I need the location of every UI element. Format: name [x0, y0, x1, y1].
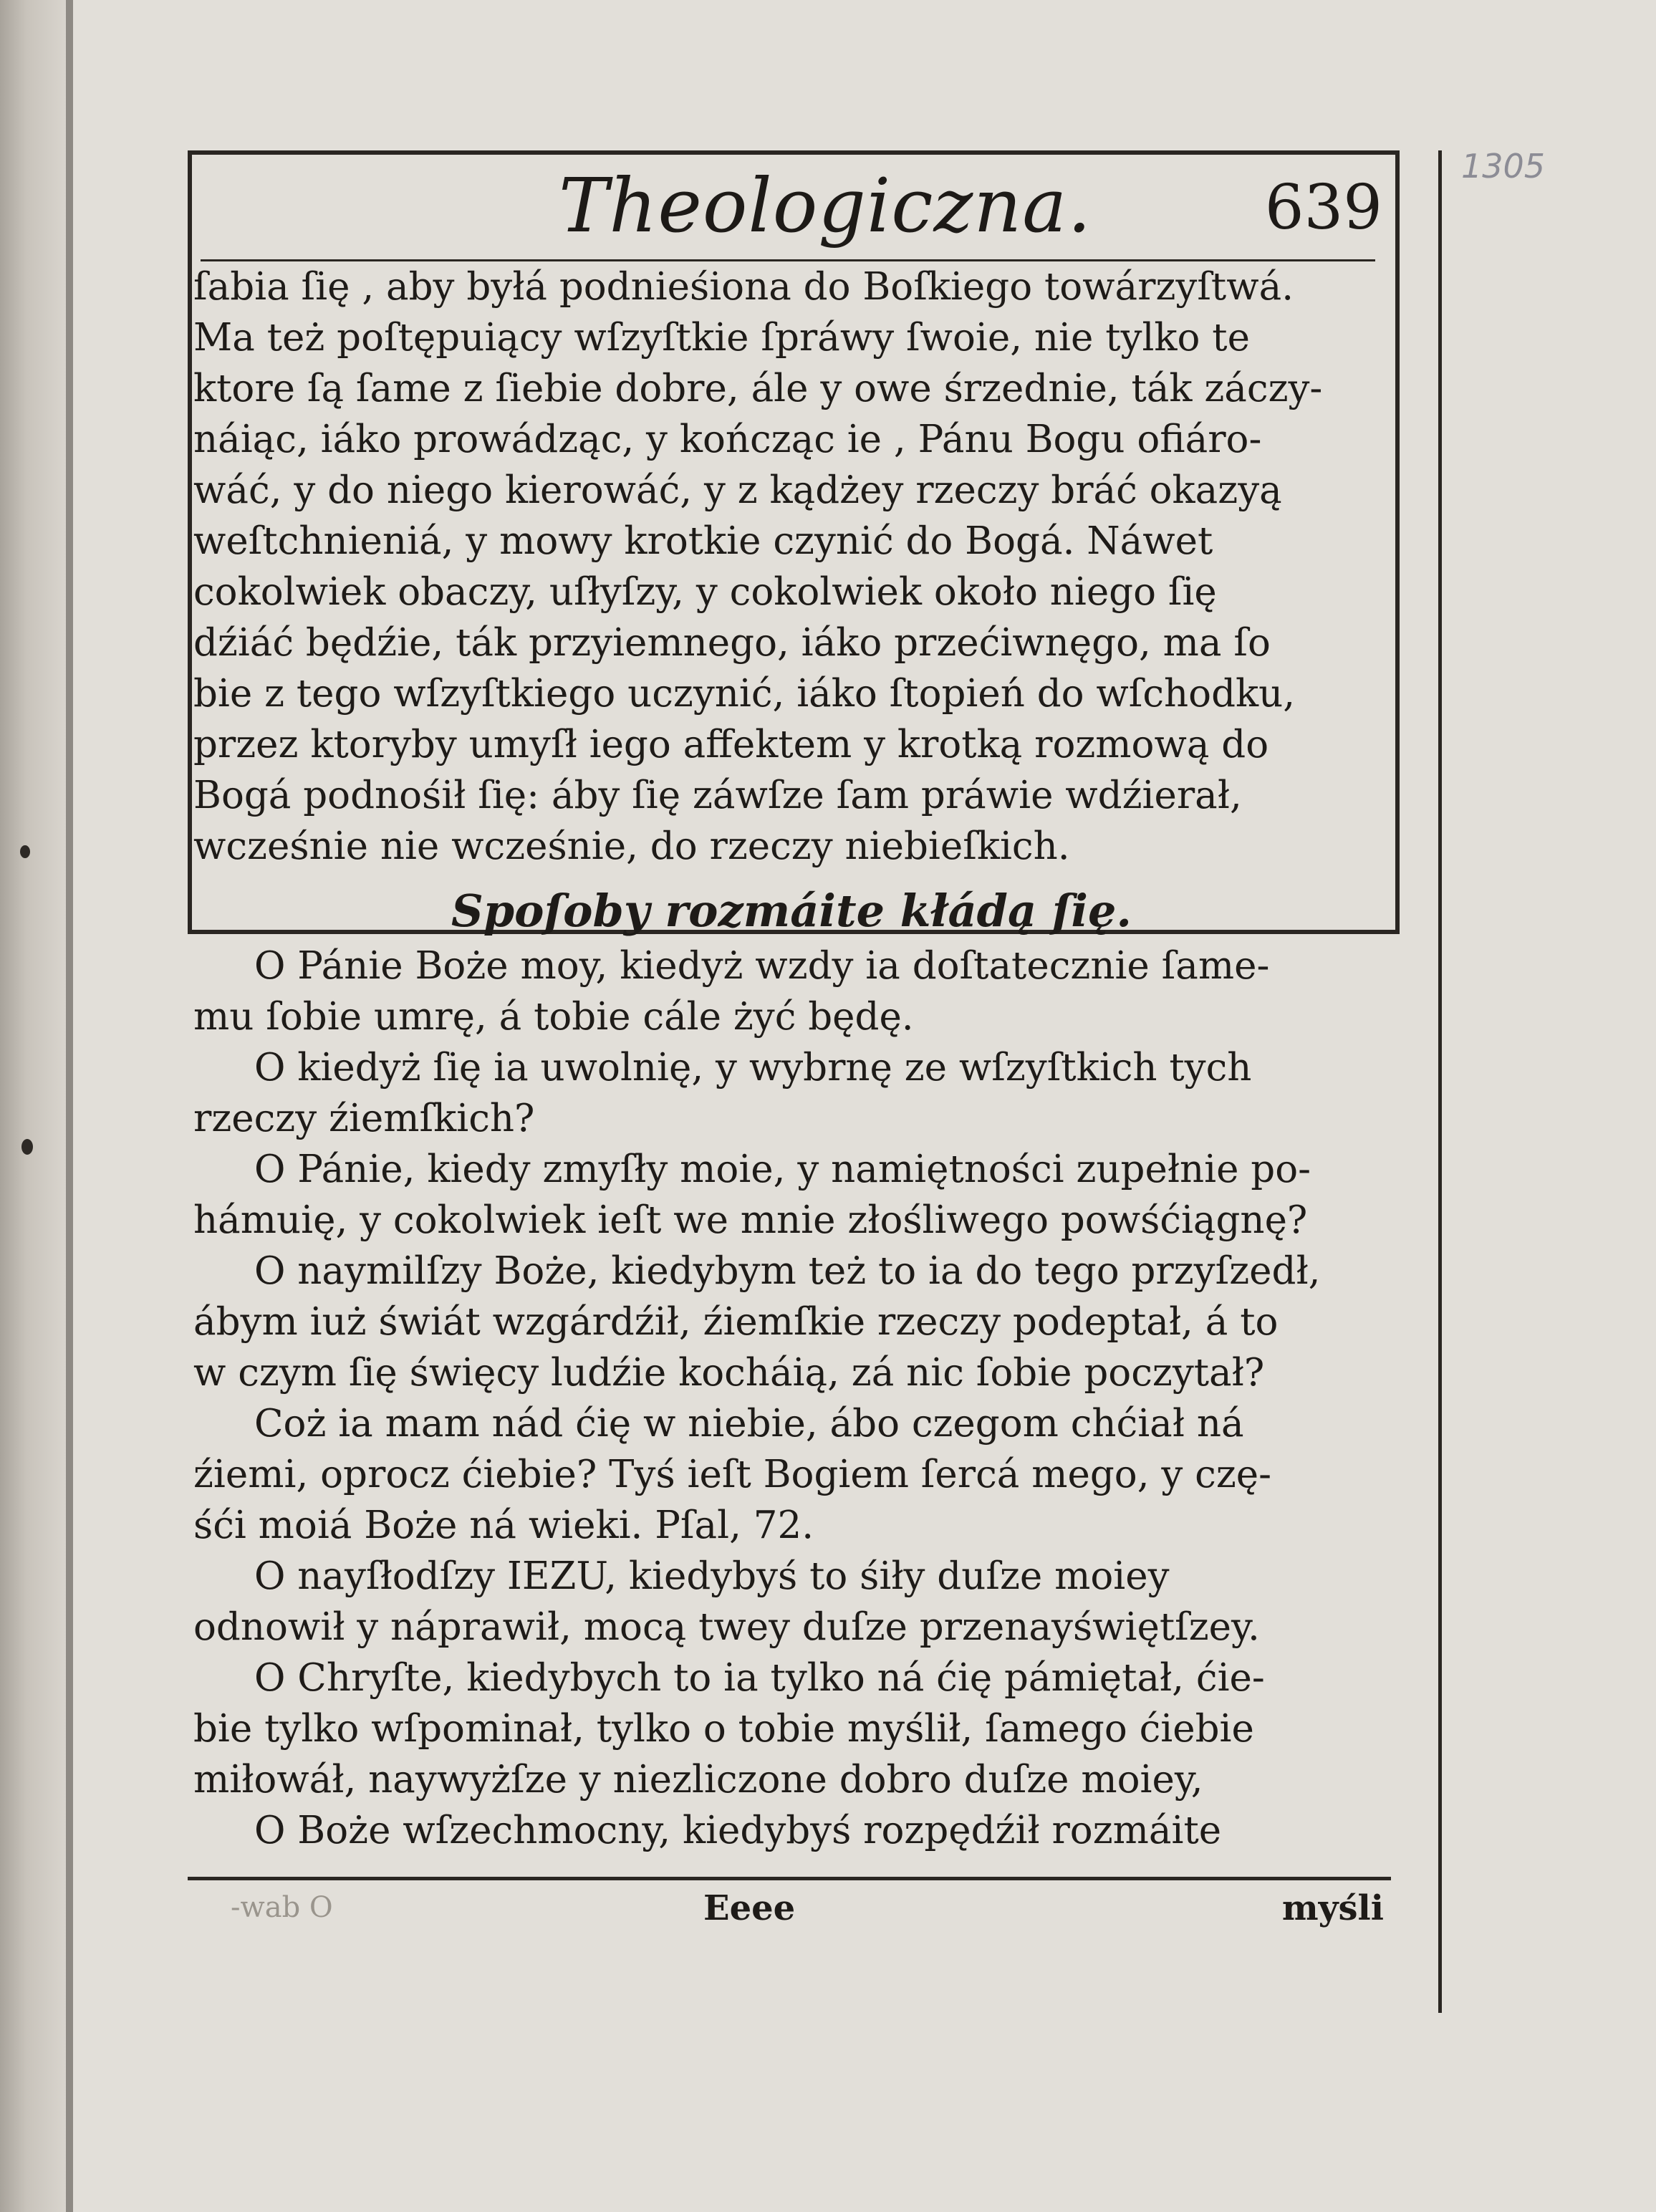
- bleed-through-text: -wab O: [231, 1891, 333, 1924]
- text-line: O kiedyż ſię ia uwolnię, y wybrnę ze wſzyſtkich tych: [254, 1046, 1252, 1090]
- right-border-rule: [1438, 150, 1442, 2013]
- catchword: myśli: [1281, 1888, 1384, 1928]
- page-footer: [188, 1882, 1405, 1954]
- text-line: źiemi, oprocz ćiebie? Tyś ieſt Bogiem ſercá mego, y czę-: [193, 1453, 1272, 1496]
- text-line: ktore ſą ſame z ſiebie dobre, ále y owe śrzednie, ták záczy-: [193, 367, 1323, 410]
- text-line: dźiáć będźie, ták przyiemnego, iáko przećiwnęgo, ma ſo: [193, 621, 1271, 665]
- text-line: rzeczy źiemſkich?: [193, 1097, 535, 1140]
- text-line: bie tylko wſpominał, tylko o tobie myślił, ſamego ćiebie: [193, 1707, 1254, 1751]
- text-line: ſabia ſię , aby byłá podnieśiona do Boſkiego towárzyſtwá.: [193, 265, 1294, 309]
- text-line: bie z tego wſzyſtkiego uczynić, iáko ſtopień do wſchodku,: [193, 672, 1296, 716]
- handwritten-number: 1305: [1461, 147, 1546, 186]
- page-number: 639: [1264, 172, 1382, 244]
- text-line: cokolwiek obaczy, uſłyſzy, y cokolwiek około niego ſię: [193, 570, 1217, 614]
- text-line: przez ktoryby umyſł iego affektem y krotką rozmową do: [193, 723, 1269, 766]
- text-line: śći moiá Boże ná wieki. Pſal, 72.: [193, 1504, 814, 1547]
- text-line: miłowáł, naywyżſze y niezliczone dobro duſze moiey,: [193, 1758, 1203, 1802]
- text-line: O Chryſte, kiedybych to ia tylko ná ćię pámiętał, ćie-: [254, 1656, 1265, 1700]
- text-line: odnowił y náprawił, mocą twey duſze przenayświętſzey.: [193, 1605, 1260, 1649]
- text-line: náiąc, iáko prowádząc, y kończąc ie , Pánu Bogu ofiáro-: [193, 418, 1262, 461]
- ink-spot: [21, 1139, 33, 1155]
- running-title: Theologiczna.: [559, 162, 1092, 249]
- text-line: wáć, y do niego kierowáć, y z kądżey rzeczy bráć okazyą: [193, 468, 1282, 512]
- text-line: O nayſłodſzy IEZU, kiedybyś to śiły duſze moiey: [254, 1554, 1170, 1598]
- printer-signature: Eeee: [703, 1888, 796, 1928]
- page-header: [208, 149, 1404, 264]
- ink-spot: [20, 845, 30, 858]
- text-line: O Pánie, kiedy zmyſły moie, y namiętności zupełnie po-: [254, 1148, 1311, 1191]
- text-line: wcześnie nie wcześnie, do rzeczy niebieſkich.: [193, 824, 1070, 868]
- book-gutter: [66, 0, 73, 2212]
- text-line: Coż ia mam nád ćię w niebie, ábo czegom chćiał ná: [254, 1402, 1244, 1446]
- text-line: hámuię, y cokolwiek ieſt we mnie złośliwego powśćiągnę?: [193, 1198, 1308, 1242]
- text-line: Ma też poſtępuiący wſzyſtkie ſpráwy ſwoie, nie tylko te: [193, 316, 1250, 360]
- text-line: O naymilſzy Boże, kiedybym też to ia do tego przyſzedł,: [254, 1249, 1321, 1293]
- text-line: O Boże wſzechmocny, kiedybyś rozpędźił rozmáite: [254, 1809, 1222, 1852]
- section-heading: Spoſoby rozmáite kłádą ſię.: [451, 885, 1132, 937]
- main-text: [193, 261, 1411, 1856]
- text-line: weſtchnieniá, y mowy krotkie czynić do Bogá. Náwet: [193, 519, 1213, 563]
- text-line: O Pánie Boże moy, kiedyż wzdy ia doſtatecznie ſame-: [254, 944, 1270, 988]
- text-line: Bogá podnośił ſię: áby ſię záwſze ſam práwie wdźierał,: [193, 774, 1242, 817]
- text-line: ábym iuż świát wzgárdźił, źiemſkie rzeczy podeptał, á to: [193, 1300, 1279, 1344]
- text-line: w czym ſię święcy ludźie kocháią, zá nic ſobie poczytał?: [193, 1351, 1265, 1395]
- facing-page-edge: [0, 0, 66, 2212]
- text-line: mu ſobie umrę, á tobie cále żyć będę.: [193, 995, 914, 1039]
- bottom-border-rule: [188, 1877, 1391, 1880]
